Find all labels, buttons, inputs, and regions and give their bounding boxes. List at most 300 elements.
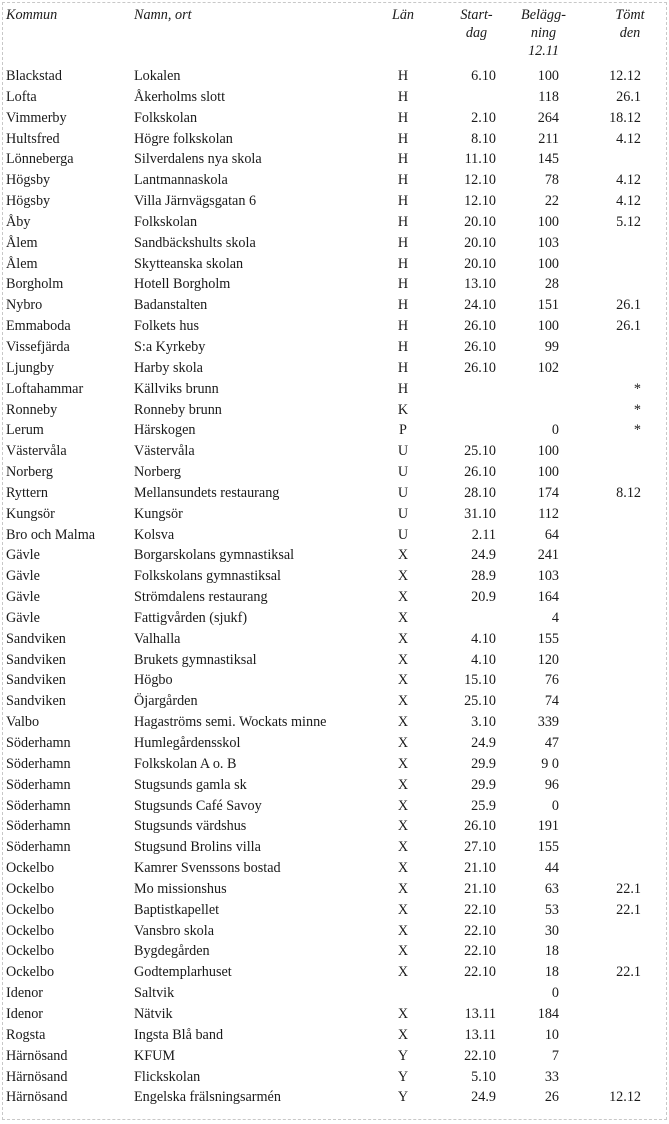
cell-kommun: Ockelbo bbox=[6, 901, 55, 918]
cell-belaggning: 164 bbox=[537, 589, 559, 606]
cell-lan: X bbox=[397, 672, 409, 689]
cell-tomt-den bbox=[581, 983, 661, 1004]
cell-belaggning: 64 bbox=[544, 526, 559, 543]
cell-belaggning: 26 bbox=[544, 1089, 559, 1106]
cell-belaggning: 0 bbox=[551, 985, 559, 1002]
cell-startdag: 13.10 bbox=[464, 276, 496, 293]
cell-lan: X bbox=[397, 839, 409, 856]
cell-kommun: Ronneby bbox=[6, 401, 58, 418]
cell-startdag: 28.10 bbox=[464, 484, 496, 501]
cell-belaggning: 264 bbox=[537, 109, 559, 126]
cell-namn-ort: Västervåla bbox=[134, 443, 195, 460]
cell-tomt-den bbox=[581, 233, 661, 254]
table-row bbox=[6, 129, 661, 150]
cell-startdag bbox=[429, 420, 496, 441]
cell-startdag: 31.10 bbox=[464, 505, 496, 522]
cell-namn-ort: Harby skola bbox=[134, 359, 203, 376]
cell-lan: X bbox=[397, 1026, 409, 1043]
cell-startdag: 26.10 bbox=[464, 359, 496, 376]
table-row bbox=[6, 358, 661, 379]
cell-tomt-den: 22.1 bbox=[616, 964, 641, 981]
cell-tomt-den: 26.1 bbox=[616, 297, 641, 314]
cell-startdag: 6.10 bbox=[471, 68, 496, 84]
header-startdag-line: dag bbox=[465, 25, 488, 41]
table-row bbox=[6, 775, 661, 796]
cell-lan: H bbox=[397, 318, 409, 335]
cell-kommun: Söderhamn bbox=[6, 735, 71, 751]
cell-startdag: 22.10 bbox=[464, 964, 496, 981]
cell-kommun: Idenor bbox=[6, 985, 44, 1002]
cell-namn-ort: Stugsund Brolins villa bbox=[134, 839, 261, 856]
table-row bbox=[6, 545, 661, 566]
cell-startdag: 22.10 bbox=[464, 901, 496, 918]
cell-belaggning: 100 bbox=[537, 255, 559, 272]
cell-lan: H bbox=[397, 380, 409, 397]
table-row bbox=[6, 233, 661, 254]
table-row bbox=[6, 1087, 661, 1108]
cell-belaggning: 18 bbox=[544, 964, 559, 981]
cell-belaggning: 10 bbox=[544, 1026, 559, 1043]
cell-startdag bbox=[429, 608, 496, 629]
cell-kommun: Ålem bbox=[6, 234, 38, 251]
cell-startdag: 29.9 bbox=[471, 755, 496, 772]
table-row bbox=[6, 816, 661, 837]
table-row bbox=[6, 566, 661, 587]
cell-lan: X bbox=[397, 1005, 409, 1022]
cell-belaggning: 112 bbox=[538, 505, 559, 522]
cell-kommun: Blackstad bbox=[6, 68, 62, 84]
cell-belaggning: 103 bbox=[537, 568, 559, 585]
cell-tomt-den bbox=[581, 608, 661, 629]
cell-tomt-den bbox=[581, 1025, 661, 1046]
cell-startdag: 2.10 bbox=[471, 109, 496, 126]
cell-kommun: Ockelbo bbox=[6, 964, 55, 981]
cell-startdag: 20.10 bbox=[464, 213, 496, 230]
cell-startdag: 5.10 bbox=[471, 1068, 496, 1085]
header-tomt-line: den bbox=[619, 25, 641, 41]
cell-tomt-den bbox=[581, 775, 661, 796]
cell-lan: Y bbox=[397, 1047, 409, 1064]
cell-kommun: Bro och Malma bbox=[6, 526, 96, 543]
cell-namn-ort: Bygdegården bbox=[134, 943, 210, 960]
table-row bbox=[6, 629, 661, 650]
cell-belaggning bbox=[496, 400, 581, 421]
cell-lan: X bbox=[397, 547, 409, 564]
cell-tomt-den bbox=[581, 650, 661, 671]
cell-lan: H bbox=[397, 234, 409, 251]
cell-namn-ort: Borgarskolans gymnastiksal bbox=[134, 547, 295, 564]
cell-lan: X bbox=[397, 630, 409, 647]
cell-namn-ort: Skytteanska skolan bbox=[134, 255, 244, 272]
cell-namn-ort: Saltvik bbox=[134, 985, 175, 1002]
cell-kommun: Lönneberga bbox=[6, 151, 74, 168]
table-row bbox=[6, 650, 661, 671]
header-tomt-line: Tömt bbox=[615, 7, 645, 23]
cell-kommun: Borgholm bbox=[6, 276, 64, 293]
cell-tomt-den: * bbox=[633, 401, 641, 418]
header-belaggning-line: ning bbox=[530, 25, 557, 41]
cell-lan: X bbox=[397, 943, 409, 960]
cell-kommun: Åby bbox=[6, 213, 31, 230]
header-belaggning-line: 12.11 bbox=[528, 43, 559, 59]
cell-startdag: 22.10 bbox=[464, 922, 496, 939]
cell-belaggning: 120 bbox=[537, 651, 559, 668]
table-row bbox=[6, 420, 661, 441]
cell-startdag: 12.10 bbox=[464, 172, 496, 189]
header-belaggning-line: Belägg- bbox=[521, 7, 566, 23]
cell-kommun: Ålem bbox=[6, 255, 38, 272]
cell-tomt-den: 5.12 bbox=[616, 213, 641, 230]
cell-lan: H bbox=[397, 109, 409, 126]
cell-kommun: Högsby bbox=[6, 172, 51, 189]
cell-kommun: Söderhamn bbox=[6, 776, 71, 793]
cell-namn-ort: Folkskolans gymnastiksal bbox=[134, 568, 282, 585]
cell-namn-ort: Kamrer Svenssons bostad bbox=[134, 860, 281, 877]
cell-kommun: Ockelbo bbox=[6, 943, 55, 960]
cell-tomt-den bbox=[581, 629, 661, 650]
cell-lan: H bbox=[397, 68, 409, 84]
cell-belaggning: 28 bbox=[544, 276, 559, 293]
cell-startdag: 4.10 bbox=[471, 630, 496, 647]
cell-namn-ort: Åkerholms slott bbox=[134, 88, 226, 105]
table-body bbox=[6, 66, 661, 1108]
cell-lan: X bbox=[397, 776, 409, 793]
table-row bbox=[6, 87, 661, 108]
cell-startdag: 22.10 bbox=[464, 1047, 496, 1064]
cell-tomt-den bbox=[581, 504, 661, 525]
cell-belaggning: 74 bbox=[544, 693, 559, 710]
header-kommun: Kommun bbox=[6, 7, 58, 23]
cell-tomt-den bbox=[581, 337, 661, 358]
table-row bbox=[6, 212, 661, 233]
cell-lan: X bbox=[397, 714, 409, 731]
cell-tomt-den bbox=[581, 566, 661, 587]
cell-belaggning: 102 bbox=[537, 359, 559, 376]
cell-startdag: 2.11 bbox=[471, 526, 496, 543]
cell-namn-ort: Folkskolan bbox=[134, 109, 198, 126]
cell-lan: X bbox=[397, 568, 409, 585]
cell-namn-ort: Flickskolan bbox=[134, 1068, 201, 1085]
cell-startdag bbox=[429, 379, 496, 400]
cell-belaggning: 78 bbox=[544, 172, 559, 189]
cell-namn-ort: Ronneby brunn bbox=[134, 401, 222, 418]
cell-namn-ort: Kungsör bbox=[134, 505, 183, 522]
table-row bbox=[6, 900, 661, 921]
cell-tomt-den bbox=[581, 670, 661, 691]
table-row bbox=[6, 170, 661, 191]
cell-lan: H bbox=[397, 359, 409, 376]
cell-namn-ort: Badanstalten bbox=[134, 297, 208, 314]
cell-kommun: Härnösand bbox=[6, 1047, 68, 1064]
cell-tomt-den bbox=[581, 274, 661, 295]
cell-tomt-den: * bbox=[633, 422, 641, 439]
cell-kommun: Loftahammar bbox=[6, 380, 84, 397]
cell-lan: U bbox=[397, 443, 409, 460]
cell-tomt-den bbox=[581, 858, 661, 879]
table-row bbox=[6, 712, 661, 733]
cell-namn-ort: Vansbro skola bbox=[134, 922, 214, 939]
cell-tomt-den bbox=[581, 441, 661, 462]
cell-lan: H bbox=[397, 297, 409, 314]
cell-startdag: 12.10 bbox=[464, 193, 496, 210]
header-namn-ort: Namn, ort bbox=[134, 7, 192, 23]
cell-belaggning: 44 bbox=[544, 860, 559, 877]
cell-tomt-den bbox=[581, 1004, 661, 1025]
cell-namn-ort: Hagaströms semi. Wockats minne bbox=[134, 714, 327, 731]
cell-kommun: Vissefjärda bbox=[6, 338, 70, 355]
table-row bbox=[6, 295, 661, 316]
cell-tomt-den: 22.1 bbox=[616, 901, 641, 918]
table-header-row bbox=[6, 6, 661, 66]
lazarett-table bbox=[6, 6, 661, 1108]
table-row bbox=[6, 316, 661, 337]
cell-startdag: 20.10 bbox=[464, 234, 496, 251]
cell-namn-ort: Folkskolan A o. B bbox=[134, 755, 237, 772]
table-row bbox=[6, 504, 661, 525]
cell-belaggning: 0 bbox=[551, 422, 559, 439]
table-row bbox=[6, 1046, 661, 1067]
cell-belaggning: 9 0 bbox=[541, 755, 559, 772]
cell-kommun: Nybro bbox=[6, 297, 43, 314]
cell-kommun: Gävle bbox=[6, 547, 40, 564]
cell-startdag: 20.10 bbox=[464, 255, 496, 272]
table-row bbox=[6, 441, 661, 462]
cell-lan: X bbox=[397, 693, 409, 710]
cell-belaggning: 7 bbox=[551, 1047, 559, 1064]
cell-kommun: Gävle bbox=[6, 568, 40, 585]
cell-kommun: Idenor bbox=[6, 1005, 44, 1022]
cell-startdag: 29.9 bbox=[471, 776, 496, 793]
cell-lan: P bbox=[399, 422, 407, 439]
cell-tomt-den bbox=[581, 691, 661, 712]
cell-belaggning: 118 bbox=[538, 88, 559, 105]
cell-namn-ort: Hotell Borgholm bbox=[134, 276, 231, 293]
cell-namn-ort: Lokalen bbox=[134, 68, 181, 84]
cell-lan: H bbox=[397, 276, 409, 293]
cell-lan: K bbox=[397, 401, 409, 418]
cell-kommun: Ryttern bbox=[6, 484, 48, 501]
cell-kommun: Norberg bbox=[6, 464, 54, 481]
cell-tomt-den: 8.12 bbox=[616, 484, 641, 501]
cell-lan: X bbox=[397, 797, 409, 814]
cell-namn-ort: Baptistkapellet bbox=[134, 901, 220, 918]
table-row bbox=[6, 921, 661, 942]
cell-kommun: Härnösand bbox=[6, 1089, 68, 1106]
cell-startdag: 27.10 bbox=[464, 839, 496, 856]
cell-tomt-den: 18.12 bbox=[609, 109, 641, 126]
cell-belaggning: 174 bbox=[537, 484, 559, 501]
cell-lan: H bbox=[397, 88, 409, 105]
cell-kommun: Valbo bbox=[6, 714, 40, 731]
cell-startdag: 26.10 bbox=[464, 338, 496, 355]
cell-namn-ort: Källviks brunn bbox=[134, 380, 219, 397]
table-row bbox=[6, 379, 661, 400]
cell-startdag: 8.10 bbox=[471, 130, 496, 147]
cell-belaggning: 96 bbox=[544, 776, 559, 793]
cell-lan: U bbox=[397, 464, 409, 481]
table-row bbox=[6, 1004, 661, 1025]
table-row bbox=[6, 733, 661, 754]
cell-tomt-den bbox=[581, 525, 661, 546]
cell-belaggning: 33 bbox=[544, 1068, 559, 1085]
cell-namn-ort: Sandbäckshults skola bbox=[134, 234, 256, 251]
cell-tomt-den bbox=[581, 545, 661, 566]
cell-startdag: 22.10 bbox=[464, 943, 496, 960]
cell-startdag: 21.10 bbox=[464, 880, 496, 897]
cell-belaggning: 103 bbox=[537, 234, 559, 251]
table-row bbox=[6, 462, 661, 483]
cell-kommun: Gävle bbox=[6, 589, 40, 606]
table-row bbox=[6, 66, 661, 87]
cell-namn-ort: Villa Järnvägsgatan 6 bbox=[134, 193, 257, 210]
cell-startdag: 25.10 bbox=[464, 693, 496, 710]
cell-namn-ort: Stugsunds gamla sk bbox=[134, 776, 247, 793]
cell-kommun: Lofta bbox=[6, 88, 37, 105]
cell-kommun: Söderhamn bbox=[6, 797, 71, 814]
table-row bbox=[6, 525, 661, 546]
cell-namn-ort: Brukets gymnastiksal bbox=[134, 651, 257, 668]
cell-belaggning: 76 bbox=[544, 672, 559, 689]
cell-lan: H bbox=[397, 172, 409, 189]
cell-lan: H bbox=[397, 130, 409, 147]
cell-belaggning: 47 bbox=[544, 735, 559, 751]
cell-tomt-den: * bbox=[633, 380, 641, 397]
cell-kommun: Rogsta bbox=[6, 1026, 46, 1043]
cell-belaggning: 53 bbox=[544, 901, 559, 918]
cell-belaggning: 155 bbox=[537, 630, 559, 647]
cell-namn-ort: Högre folkskolan bbox=[134, 130, 233, 147]
cell-namn-ort: Norberg bbox=[134, 464, 182, 481]
cell-tomt-den: 22.1 bbox=[616, 880, 641, 897]
cell-tomt-den bbox=[581, 462, 661, 483]
cell-lan: X bbox=[397, 651, 409, 668]
cell-kommun: Västervåla bbox=[6, 443, 67, 460]
cell-lan: X bbox=[397, 860, 409, 877]
cell-belaggning: 100 bbox=[537, 443, 559, 460]
table-row bbox=[6, 941, 661, 962]
cell-tomt-den: 26.1 bbox=[616, 318, 641, 335]
document-page bbox=[2, 2, 667, 1120]
cell-belaggning: 191 bbox=[537, 818, 559, 835]
cell-kommun: Ockelbo bbox=[6, 860, 55, 877]
cell-belaggning: 339 bbox=[537, 714, 559, 731]
cell-namn-ort: KFUM bbox=[134, 1047, 175, 1064]
cell-belaggning: 211 bbox=[538, 130, 559, 147]
cell-tomt-den bbox=[581, 733, 661, 754]
cell-namn-ort: Härskogen bbox=[134, 422, 196, 439]
cell-startdag: 20.9 bbox=[471, 589, 496, 606]
table-row bbox=[6, 337, 661, 358]
table-row bbox=[6, 254, 661, 275]
cell-tomt-den: 4.12 bbox=[616, 193, 641, 210]
cell-kommun: Ockelbo bbox=[6, 922, 55, 939]
cell-tomt-den bbox=[581, 587, 661, 608]
cell-startdag: 13.11 bbox=[464, 1026, 496, 1043]
cell-tomt-den: 12.12 bbox=[609, 1089, 641, 1106]
cell-startdag: 28.9 bbox=[471, 568, 496, 585]
cell-startdag: 24.9 bbox=[471, 547, 496, 564]
table-row bbox=[6, 608, 661, 629]
cell-kommun: Högsby bbox=[6, 193, 51, 210]
cell-lan: H bbox=[397, 338, 409, 355]
cell-tomt-den bbox=[581, 1046, 661, 1067]
cell-lan: U bbox=[397, 484, 409, 501]
cell-namn-ort: Stugsunds värdshus bbox=[134, 818, 247, 835]
cell-tomt-den: 4.12 bbox=[616, 130, 641, 147]
cell-belaggning: 30 bbox=[544, 922, 559, 939]
table-row bbox=[6, 837, 661, 858]
cell-namn-ort: Engelska frälsningsarmén bbox=[134, 1089, 281, 1106]
cell-startdag: 21.10 bbox=[464, 860, 496, 877]
table-row bbox=[6, 149, 661, 170]
cell-lan: X bbox=[397, 735, 409, 751]
cell-lan: Y bbox=[397, 1089, 409, 1106]
cell-startdag: 13.11 bbox=[464, 1005, 496, 1022]
table-row bbox=[6, 983, 661, 1004]
cell-namn-ort: Strömdalens restaurang bbox=[134, 589, 268, 606]
cell-tomt-den bbox=[581, 816, 661, 837]
cell-kommun: Söderhamn bbox=[6, 839, 71, 856]
cell-tomt-den bbox=[581, 837, 661, 858]
cell-namn-ort: Folkets hus bbox=[134, 318, 200, 335]
table-row bbox=[6, 1025, 661, 1046]
cell-tomt-den: 12.12 bbox=[609, 68, 641, 84]
cell-kommun: Gävle bbox=[6, 609, 40, 626]
cell-belaggning: 145 bbox=[537, 151, 559, 168]
cell-kommun: Sandviken bbox=[6, 693, 66, 710]
cell-startdag: 26.10 bbox=[464, 818, 496, 835]
cell-namn-ort: Stugsunds Café Savoy bbox=[134, 797, 262, 814]
cell-belaggning: 0 bbox=[551, 797, 559, 814]
cell-startdag bbox=[429, 87, 496, 108]
cell-belaggning: 184 bbox=[537, 1005, 559, 1022]
cell-lan: U bbox=[397, 505, 409, 522]
cell-tomt-den: 26.1 bbox=[616, 88, 641, 105]
table-row bbox=[6, 587, 661, 608]
cell-belaggning: 100 bbox=[537, 464, 559, 481]
cell-kommun: Kungsör bbox=[6, 505, 55, 522]
cell-namn-ort: Mo missionshus bbox=[134, 880, 227, 897]
cell-namn-ort: Valhalla bbox=[134, 630, 181, 647]
table-row bbox=[6, 191, 661, 212]
cell-lan: X bbox=[397, 818, 409, 835]
cell-kommun: Söderhamn bbox=[6, 818, 71, 835]
table-row bbox=[6, 400, 661, 421]
cell-kommun: Emmaboda bbox=[6, 318, 71, 335]
cell-belaggning bbox=[496, 379, 581, 400]
header-startdag bbox=[429, 6, 496, 66]
cell-belaggning: 155 bbox=[537, 839, 559, 856]
header-belaggning bbox=[496, 6, 581, 66]
cell-namn-ort: Nätvik bbox=[134, 1005, 173, 1022]
cell-kommun: Söderhamn bbox=[6, 755, 71, 772]
cell-namn-ort: Kolsva bbox=[134, 526, 175, 543]
cell-startdag: 26.10 bbox=[464, 464, 496, 481]
cell-startdag: 11.10 bbox=[464, 151, 496, 168]
table-row bbox=[6, 670, 661, 691]
cell-belaggning: 18 bbox=[544, 943, 559, 960]
cell-lan: X bbox=[397, 880, 409, 897]
cell-namn-ort: Ingsta Blå band bbox=[134, 1026, 224, 1043]
cell-kommun: Ljungby bbox=[6, 359, 55, 376]
cell-startdag: 4.10 bbox=[471, 651, 496, 668]
cell-tomt-den bbox=[581, 1067, 661, 1088]
cell-namn-ort: Silverdalens nya skola bbox=[134, 151, 262, 168]
cell-startdag: 15.10 bbox=[464, 672, 496, 689]
cell-lan: X bbox=[397, 609, 409, 626]
cell-namn-ort: S:a Kyrkeby bbox=[134, 338, 206, 355]
cell-startdag bbox=[429, 400, 496, 421]
